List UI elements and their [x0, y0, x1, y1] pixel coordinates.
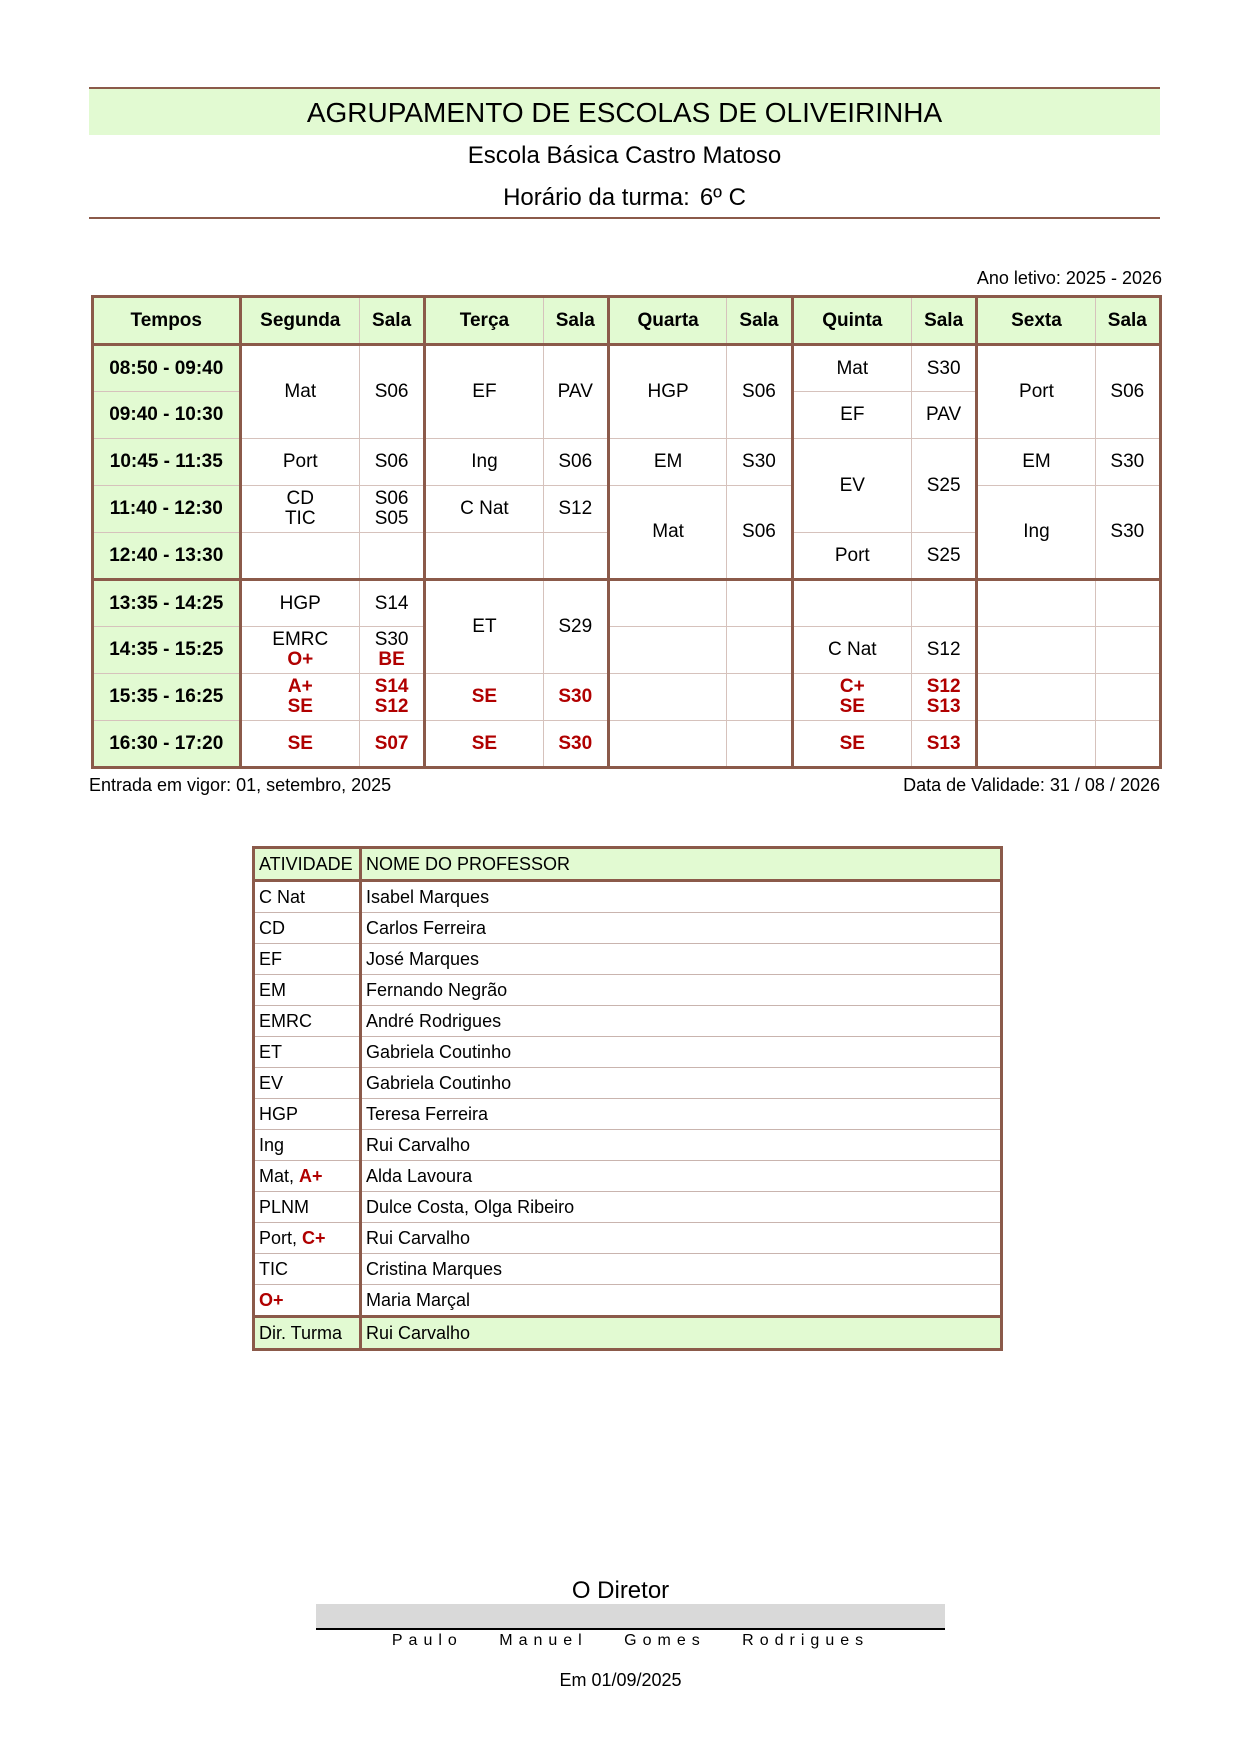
activity-cell: [254, 1161, 361, 1192]
activity-cell: [254, 1006, 361, 1037]
class-cell: EM: [608, 439, 726, 486]
subject-aplus: A+: [287, 676, 313, 697]
teacher-row: [254, 1254, 1002, 1285]
time-slot: 11:40 - 12:30: [93, 486, 241, 533]
signature-bar: [316, 1604, 945, 1630]
activity-name: Mat,: [259, 1165, 300, 1186]
director-teacher: Rui Carvalho: [361, 1317, 1002, 1350]
class-cell: Port: [240, 439, 359, 486]
class-cell: Mat: [240, 345, 359, 439]
class-cell: Port: [792, 533, 911, 580]
teacher-row: [254, 1285, 1002, 1317]
class-cell: C Nat: [792, 627, 911, 674]
class-cell: SE: [425, 674, 543, 721]
teacher-name: André Rodrigues: [361, 1006, 1002, 1037]
teacher-row: [254, 1068, 1002, 1099]
room-tic: S05: [374, 508, 409, 529]
room-cell: S30: [912, 345, 977, 392]
room-cell: S06: [1095, 345, 1160, 439]
empty-cell: [1095, 580, 1160, 627]
room-cell: S30: [1095, 439, 1160, 486]
schedule-row: [93, 486, 1161, 533]
room-cell: S13: [912, 721, 977, 768]
validity-date: Data de Validade: 31 / 08 / 2026: [903, 775, 1160, 795]
time-slot: 08:50 - 09:40: [93, 345, 241, 392]
class-cell: C Nat: [425, 486, 543, 533]
activity-extra: A+: [299, 1165, 323, 1186]
activity-cell: [254, 1037, 361, 1068]
teacher-row: [254, 944, 1002, 975]
school-name: Escola Básica Castro Matoso: [467, 142, 782, 169]
activity-cell: [254, 1223, 361, 1254]
header-sala: Sala: [359, 297, 424, 345]
teacher-name: Alda Lavoura: [361, 1161, 1002, 1192]
header-bottom-rule: [89, 217, 1160, 219]
activity-cell: [254, 1285, 361, 1317]
director-label: Dir. Turma: [254, 1317, 361, 1350]
activity-name: EMRC: [259, 1010, 312, 1031]
document-header: [89, 87, 1160, 219]
activity-name: HGP: [259, 1103, 299, 1124]
activity-name: CD: [259, 917, 285, 938]
room-cplus: S12: [926, 676, 961, 697]
teacher-row: [254, 1161, 1002, 1192]
time-slot: 10:45 - 11:35: [93, 439, 241, 486]
header-sala: Sala: [1095, 297, 1160, 345]
empty-cell: [727, 674, 792, 721]
room-cell: S30: [543, 721, 608, 768]
room-cell: S30: [543, 674, 608, 721]
activity-name: PLNM: [259, 1196, 310, 1217]
room-cell: S14: [359, 580, 424, 627]
teacher-name: Dulce Costa, Olga Ribeiro: [361, 1192, 1002, 1223]
room-cell: S12: [912, 627, 977, 674]
class-cell: [792, 674, 911, 721]
header-activity: ATIVIDADE: [254, 848, 361, 881]
teacher-name: José Marques: [361, 944, 1002, 975]
empty-cell: [727, 721, 792, 768]
class-cell: Mat: [608, 486, 726, 580]
subject-se: SE: [839, 696, 865, 717]
empty-cell: [359, 533, 424, 580]
activity-name: Ing: [259, 1134, 285, 1155]
signature-date: Em 01/09/2025: [559, 1670, 682, 1690]
class-cell: Port: [977, 345, 1095, 439]
teachers-table: [252, 846, 1003, 1351]
room-cell: S06: [727, 345, 792, 439]
school-group-title: AGRUPAMENTO DE ESCOLAS DE OLIVEIRINHA: [89, 89, 1160, 135]
activity-name: TIC: [259, 1258, 288, 1279]
activity-name: EV: [259, 1072, 284, 1093]
empty-cell: [727, 580, 792, 627]
time-slot: 15:35 - 16:25: [93, 674, 241, 721]
empty-cell: [240, 533, 359, 580]
empty-cell: [977, 580, 1095, 627]
teacher-name: Teresa Ferreira: [361, 1099, 1002, 1130]
time-slot: 13:35 - 14:25: [93, 580, 241, 627]
time-slot: 16:30 - 17:20: [93, 721, 241, 768]
room-cell: PAV: [543, 345, 608, 439]
room-se: S13: [926, 696, 961, 717]
empty-cell: [608, 721, 726, 768]
room-cell: [359, 486, 424, 533]
class-cell: HGP: [240, 580, 359, 627]
teacher-name: Rui Carvalho: [361, 1223, 1002, 1254]
teacher-row: [254, 1192, 1002, 1223]
class-cell: Ing: [425, 439, 543, 486]
room-cell: S29: [543, 580, 608, 674]
room-cell: [359, 627, 424, 674]
empty-cell: [608, 580, 726, 627]
header-terca: Terça: [425, 297, 543, 345]
teachers-header-row: [254, 848, 1002, 881]
room-cd: S06: [374, 488, 409, 509]
teacher-name: Cristina Marques: [361, 1254, 1002, 1285]
class-cell: SE: [425, 721, 543, 768]
teacher-row: [254, 881, 1002, 913]
room-cell: S30: [727, 439, 792, 486]
empty-cell: [1095, 674, 1160, 721]
class-value: 6º C: [699, 184, 746, 211]
teacher-row: [254, 1099, 1002, 1130]
class-schedule-title: [89, 177, 1160, 217]
empty-cell: [977, 627, 1095, 674]
class-cell: ET: [425, 580, 543, 674]
room-cell: S30: [1095, 486, 1160, 580]
room-cell: [359, 674, 424, 721]
teacher-name: Maria Marçal: [361, 1285, 1002, 1317]
teacher-name: Gabriela Coutinho: [361, 1068, 1002, 1099]
activity-cell: [254, 944, 361, 975]
activity-cell: [254, 1192, 361, 1223]
class-cell: EM: [977, 439, 1095, 486]
activity-name: ET: [259, 1041, 283, 1062]
activity-name: Port,: [259, 1227, 303, 1248]
schedule-row: [93, 721, 1161, 768]
activity-name: C Nat: [259, 886, 306, 907]
teacher-name: Gabriela Coutinho: [361, 1037, 1002, 1068]
schedule-row: [93, 580, 1161, 627]
school-year: Ano letivo: 2025 - 2026: [976, 268, 1162, 288]
subject-oplus: O+: [287, 649, 314, 670]
subject-emrc: EMRC: [272, 629, 329, 650]
class-cell: EF: [425, 345, 543, 439]
empty-cell: [977, 721, 1095, 768]
class-cell: Ing: [977, 486, 1095, 580]
empty-cell: [543, 533, 608, 580]
room-cell: S06: [359, 439, 424, 486]
subject-cplus: C+: [839, 676, 865, 697]
effective-date: Entrada em vigor: 01, setembro, 2025: [89, 775, 392, 795]
empty-cell: [727, 627, 792, 674]
subject-se: SE: [287, 696, 313, 717]
teacher-name: Rui Carvalho: [361, 1130, 1002, 1161]
activity-cell: [254, 1254, 361, 1285]
activity-cell: [254, 1068, 361, 1099]
class-cell: [240, 674, 359, 721]
room-be: BE: [378, 649, 405, 670]
activity-extra: O+: [259, 1289, 284, 1310]
schedule-row: [93, 345, 1161, 392]
room-cell: S07: [359, 721, 424, 768]
room-se: S12: [374, 696, 409, 717]
class-cell: EV: [792, 439, 911, 533]
activity-cell: [254, 975, 361, 1006]
room-cell: S25: [912, 533, 977, 580]
class-cell: SE: [792, 721, 911, 768]
header-tempos: Tempos: [93, 297, 241, 345]
class-cell: EF: [792, 392, 911, 439]
room-aplus: S14: [374, 676, 409, 697]
schedule-row: [93, 674, 1161, 721]
teacher-row: [254, 913, 1002, 944]
room-cell: S06: [359, 345, 424, 439]
header-sala: Sala: [543, 297, 608, 345]
empty-cell: [912, 580, 977, 627]
teacher-row: [254, 1037, 1002, 1068]
schedule-row: [93, 439, 1161, 486]
header-quinta: Quinta: [792, 297, 911, 345]
empty-cell: [1095, 721, 1160, 768]
room-cell: PAV: [912, 392, 977, 439]
teacher-row: [254, 975, 1002, 1006]
activity-cell: [254, 1099, 361, 1130]
teacher-name: Isabel Marques: [361, 881, 1002, 913]
class-label: Horário da turma:: [503, 184, 690, 211]
teacher-row: [254, 1130, 1002, 1161]
time-slot: 14:35 - 15:25: [93, 627, 241, 674]
activity-cell: [254, 881, 361, 913]
director-name: Paulo Manuel Gomes Rodrigues: [391, 1632, 870, 1649]
empty-cell: [1095, 627, 1160, 674]
activity-extra: C+: [302, 1227, 326, 1248]
time-slot: 09:40 - 10:30: [93, 392, 241, 439]
activity-cell: [254, 913, 361, 944]
class-cell: Mat: [792, 345, 911, 392]
teacher-name: Carlos Ferreira: [361, 913, 1002, 944]
empty-cell: [608, 674, 726, 721]
room-cell: S06: [543, 439, 608, 486]
header-sala: Sala: [727, 297, 792, 345]
schedule-table: [91, 295, 1162, 769]
header-quarta: Quarta: [608, 297, 726, 345]
schedule-row: [93, 627, 1161, 674]
header-sala: Sala: [912, 297, 977, 345]
header-segunda: Segunda: [240, 297, 359, 345]
activity-cell: [254, 1130, 361, 1161]
subject-tic: TIC: [284, 508, 316, 529]
room-cell: [912, 674, 977, 721]
teacher-row: [254, 1006, 1002, 1037]
time-slot: 12:40 - 13:30: [93, 533, 241, 580]
empty-cell: [792, 580, 911, 627]
room-emrc: S30: [374, 629, 409, 650]
teacher-name: Fernando Negrão: [361, 975, 1002, 1006]
activity-name: EM: [259, 979, 286, 1000]
class-director-row: [254, 1317, 1002, 1350]
class-cell: [240, 486, 359, 533]
room-cell: S25: [912, 439, 977, 533]
activity-name: EF: [259, 948, 283, 969]
teacher-row: [254, 1223, 1002, 1254]
subject-cd: CD: [286, 488, 314, 509]
director-title: O Diretor: [571, 1577, 670, 1604]
class-cell: SE: [240, 721, 359, 768]
room-cell: S12: [543, 486, 608, 533]
empty-cell: [425, 533, 543, 580]
header-teacher: NOME DO PROFESSOR: [361, 848, 1002, 881]
header-sexta: Sexta: [977, 297, 1095, 345]
schedule-header-row: [93, 297, 1161, 345]
empty-cell: [977, 674, 1095, 721]
room-cell: S06: [727, 486, 792, 580]
class-cell: HGP: [608, 345, 726, 439]
empty-cell: [608, 627, 726, 674]
class-cell: [240, 627, 359, 674]
